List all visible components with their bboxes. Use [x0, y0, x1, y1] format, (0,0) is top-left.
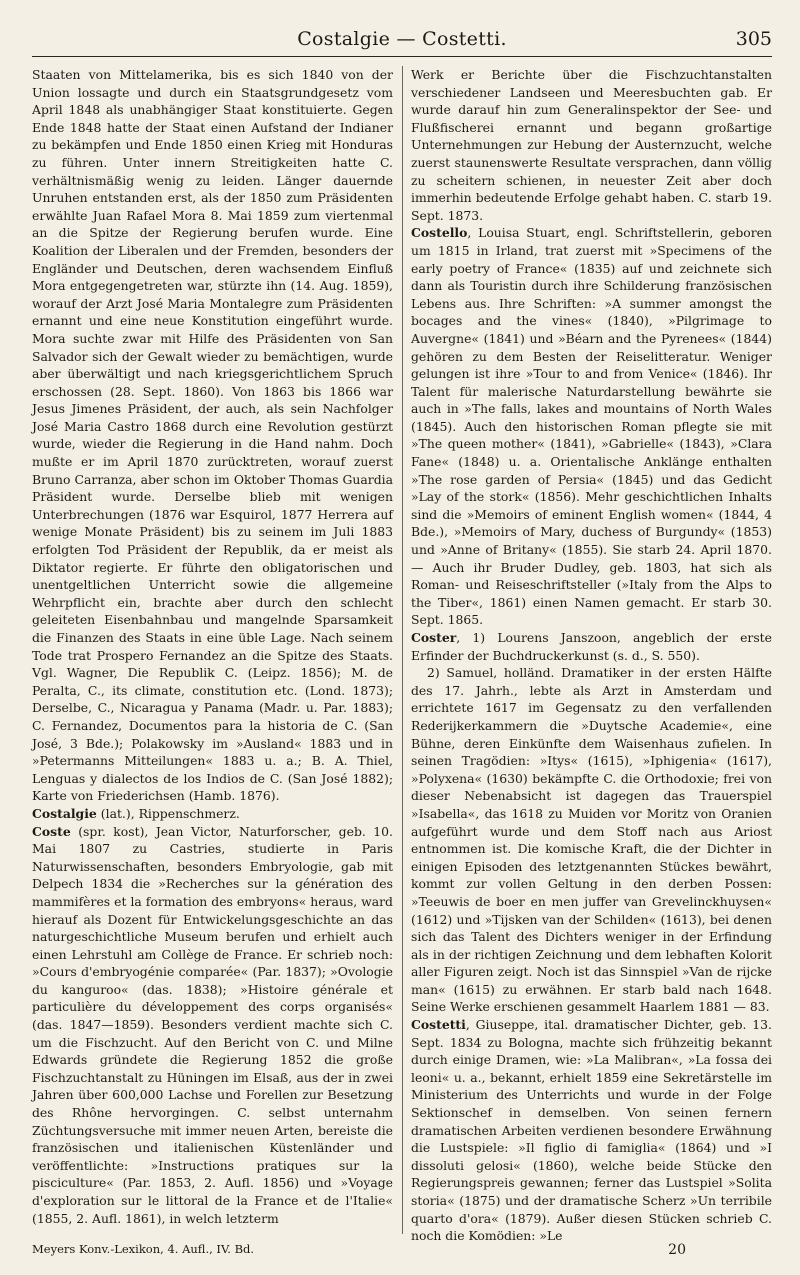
entry-paragraph — [411, 66, 772, 224]
entry-text: Staaten von Mittelamerika, bis es sich 1840 von der Union lossagte und durch ein Staatsgrundgesetz vom April 1848 als unabhängiger Staat konstituierte. Gegen Ende 1848 hatte der Staat einen Aufstand der Indianer zu bekämpfen und Ende 1850 einen Krieg mit Honduras zu führen. Unter innern Streitigkeiten hatte C. verhältnismäßig wenig zu leiden. Länger dauernde Unruhen entstanden erst, als der 1850 zum Präsidenten erwählte Juan Rafael Mora 8. Mai 1859 zum viertenmal an die Spitze der Regierung berufen wurde. Eine Koalition der Liberalen und der Fremden, besonders der Engländer und Deutschen, deren wachsendem Einfluß Mora entgegengetreten war, stürzte ihn (14. Aug. 1859), worauf der Arzt José Maria Montalegre zum Präsidenten ernannt und eine neue Konstitution eingeführt wurde. Mora suchte zwar mit Hilfe des Präsidenten von San Salvador sich der Gewalt wieder zu bemächtigen, wurde aber überwältigt und nach kriegsgerichtlichem Spruch erschossen (28. Sept. 1860). Von 1863 bis 1866 war Jesus Jimenes Präsident, der auch, als sein Nachfolger José Maria Castro 1868 durch eine Revolution gestürzt wurde, wieder die Regierung in die Hand nahm. Doch mußte er im April 1870 zurücktreten, worauf zuerst Bruno Carranza, aber schon im Oktober Thomas Guardia Präsident wurde. Derselbe blieb mit wenigen Unterbrechungen (1876 war Esquirol, 1877 Herrera auf wenige Monate Präsident) bis zu seinem im Juli 1883 erfolgten Tod Präsident der Republik, da er meist als Diktator regierte. Er führte den obligatorischen und unentgeltlichen Unterricht sowie die allgemeine Wehrpflicht ein, brachte aber durch den schlecht geleiteten Eisenbahnbau und mangelnde Sparsamkeit die Finanzen des Staats in eine üble Lage. Nach seinem Tode trat Prospero Fernandez an die Spitze des Staats. Vgl. Wagner, Die Republik C. (Leipz. 1856); M. de Peralta, C., its climate, constitution etc. (Lond. 1873); Derselbe, C., Nicaragua y Panama (Madr. u. Par. 1883); C. Fernandez, Documentos para la historia de C. (San José, 3 Bde.); Polakowsky im »Ausland« 1883 und in »Petermanns Mitteilungen« 1883 u. a.; B. A. Thiel, Lenguas y dialectos de los Indios de C. (San José 1882); Karte von Friederichsen (Hamb. 1876). — [32, 67, 393, 804]
column-divider — [402, 66, 403, 1234]
page-header — [32, 26, 772, 57]
entry-lemma: Coster — [411, 630, 457, 645]
entry-text: (spr. kost), Jean Victor, Naturforscher, geb. 10. Mai 1807 zu Castries, studierte in Paris Naturwissenschaften, besonders Embryologie, gab mit Delpech 1834 die »Recherches sur la génération des mammifères et la formation des embryons« heraus, ward hierauf als Dozent für Entwickelungsgeschichte an das naturgeschichtliche Museum berufen und erhielt auch einen Lehrstuhl am Collège de France. Er schrieb noch: »Cours d'embryogénie comparée« (Par. 1837); »Ovologie du kanguroo« (das. 1838); »Histoire générale et particulière du développement des corps organisés« (das. 1847—1859). Besonders verdient machte sich C. um die Fischzucht. Auf den Bericht von C. und Milne Edwards gründete die Regierung 1852 die große Fischzuchtanstalt zu Hüningen im Elsaß, aus der in zwei Jahren über 600,000 Lachse und Forellen zur Besetzung des Rhône hervorgingen. C. selbst unternahm Züchtungsversuche mit immer neuen Arten, bereiste die französischen und italienischen Küstenländer und veröffentlichte: »Instructions pratiques sur la pisciculture« (Par. 1853, 2. Aufl. 1856) und »Voyage d'exploration sur le littoral de la France et de l'Italie« (1855, 2. Aufl. 1861), in welch letzterm — [32, 823, 393, 1226]
entry-text: , 1) Lourens Janszoon, angeblich der erste Erfinder der Buchdruckerkunst (s. d., S. 550). — [411, 630, 772, 663]
right-column — [411, 66, 772, 1244]
entry-paragraph — [32, 66, 393, 805]
left-column — [32, 66, 393, 1234]
entry-lemma: Coste — [32, 823, 71, 839]
entry-lemma: Costalgie — [32, 805, 97, 821]
entry-paragraph — [411, 629, 772, 664]
entry-paragraph — [411, 1016, 772, 1245]
entry-paragraph — [411, 224, 772, 629]
sheet-signature: 20 — [668, 1242, 686, 1258]
entry-paragraph — [32, 823, 393, 1228]
source-note: Meyers Konv.-Lexikon, 4. Aufl., IV. Bd. — [32, 1242, 255, 1256]
text-columns — [32, 66, 772, 1244]
entry-text: 2) Samuel, holländ. Dramatiker in der ersten Hälfte des 17. Jahrh., lebte als Arzt in Amsterdam und errichtete 1617 im Gegensatz zu den verfallenden Rederijkerkammern die »Duytsche Academie«, eine Bühne, deren Einkünfte dem Waisenhaus zufielen. In seinen Tragödien: »Itys« (1615), »Iphigenia« (1617), »Polyxena« (1630) bekämpfte C. die Orthodoxie; frei von dieser Nebenabsicht ist dagegen das Trauerspiel »Isabella«, das 1618 zu Muiden vor Moritz von Oranien aufgeführt wurde und dem Stoff nach aus Ariost entnommen ist. Die komische Kraft, die der Dichter in einigen Episoden des letztgenannten Stückes bewährt, kommt zur vollen Geltung in den derben Possen: »Teeuwis de boer en men juffer van Grevelinckhuysen« (1612) und »Tijsken van der Schilden« (1613), bei denen sich das Talent des Dichters weniger in der Erfindung als in der richtigen Zeichnung und dem lebhaften Kolorit aller Figuren zeigt. Noch ist das Sinnspiel »Van de rijcke man« (1615) zu erwähnen. Er starb bald nach 1648. Seine Werke erschienen gesammelt Haarlem 1881 — 83. — [411, 665, 772, 1015]
entry-lemma: Costetti — [411, 1017, 466, 1033]
page-number: 305 — [735, 28, 772, 50]
entry-text: (lat.), Rippenschmerz. — [96, 805, 240, 821]
running-title: Costalgie — Costetti. — [297, 28, 507, 50]
entry-text: Werk er Berichte über die Fischzuchtanstalten verschiedener Landseen und Meeresbuchten gab. Er wurde darauf hin zum Generalinspektor der See- und Flußfischerei ernannt und begann großartige Unternehmungen zur Hebung der Austernzucht, welche zuerst staunenswerte Resultate versprachen, dann völlig zu scheitern schienen, in neuester Zeit aber doch immerhin bedeutende Erfolge gehabt haben. C. starb 19. Sept. 1873. — [411, 67, 772, 223]
entry-paragraph — [411, 664, 772, 1016]
page-footer — [32, 1242, 772, 1264]
entry-lemma: Costello — [411, 225, 468, 241]
entry-text: , Giuseppe, ital. dramatischer Dichter, geb. 13. Sept. 1834 zu Bologna, machte sich frühzeitig bekannt durch einige Dramen, wie: »La Malibran«, »La fossa dei leoni« u. a., bekannt, erhielt 1859 eine Sekretärstelle im Ministerium des Unterrichts und wurde in der Folge Sektionschef in demselben. Von seinen fernern dramatischen Arbeiten verdienen besondere Erwähnung die Lustspiele: »Il figlio di famiglia« (1864) und »I dissoluti gelosi« (1860), welche beide Stücke den Regierungspreis gewannen; ferner das Lustspiel »Solita storia« (1875) und der dramatische Scherz »Un terribile quarto d'ora« (1879). Außer diesen Stücken schrieb C. noch die Komödien: »Le — [411, 1017, 772, 1244]
entry-text: , Louisa Stuart, engl. Schriftstellerin, geboren um 1815 in Irland, trat zuerst mit »Specimens of the early poetry of France« (1835) auf und zeichnete sich dann als Touristin durch ihre Schilderung französischen Lebens aus. Ihre Schriften: »A summer amongst the bocages and the vines« (1840), »Pilgrimage to Auvergne« (1841) und »Béarn and the Pyrenees« (1844) gehören zu dem Besten der Reiselitteratur. Weniger gelungen ist ihre »Tour to and from Venice« (1846). Ihr Talent für malerische Naturdarstellung bewährte sie auch in »The falls, lakes and mountains of North Wales (1845). Auch den historischen Roman pflegte sie mit »The queen mother« (1841), »Gabrielle« (1843), »Clara Fane« (1848) u. a. Orientalische Anklänge enthalten »The rose garden of Persia« (1845) und das Gedicht »Lay of the stork« (1856). Mehr geschichtlichen Inhalts sind die »Memoirs of eminent English women« (1844, 4 Bde.), »Memoirs of Mary, duchess of Burgundy« (1853) und »Anne of Britany« (1855). Sie starb 24. April 1870. — Auch ihr Bruder Dudley, geb. 1803, hat sich als Roman- und Reiseschriftsteller (»Italy from the Alps to the Tiber«, 1861) einen Namen gemacht. Er starb 30. Sept. 1865. — [411, 225, 772, 628]
entry-paragraph — [32, 805, 393, 823]
